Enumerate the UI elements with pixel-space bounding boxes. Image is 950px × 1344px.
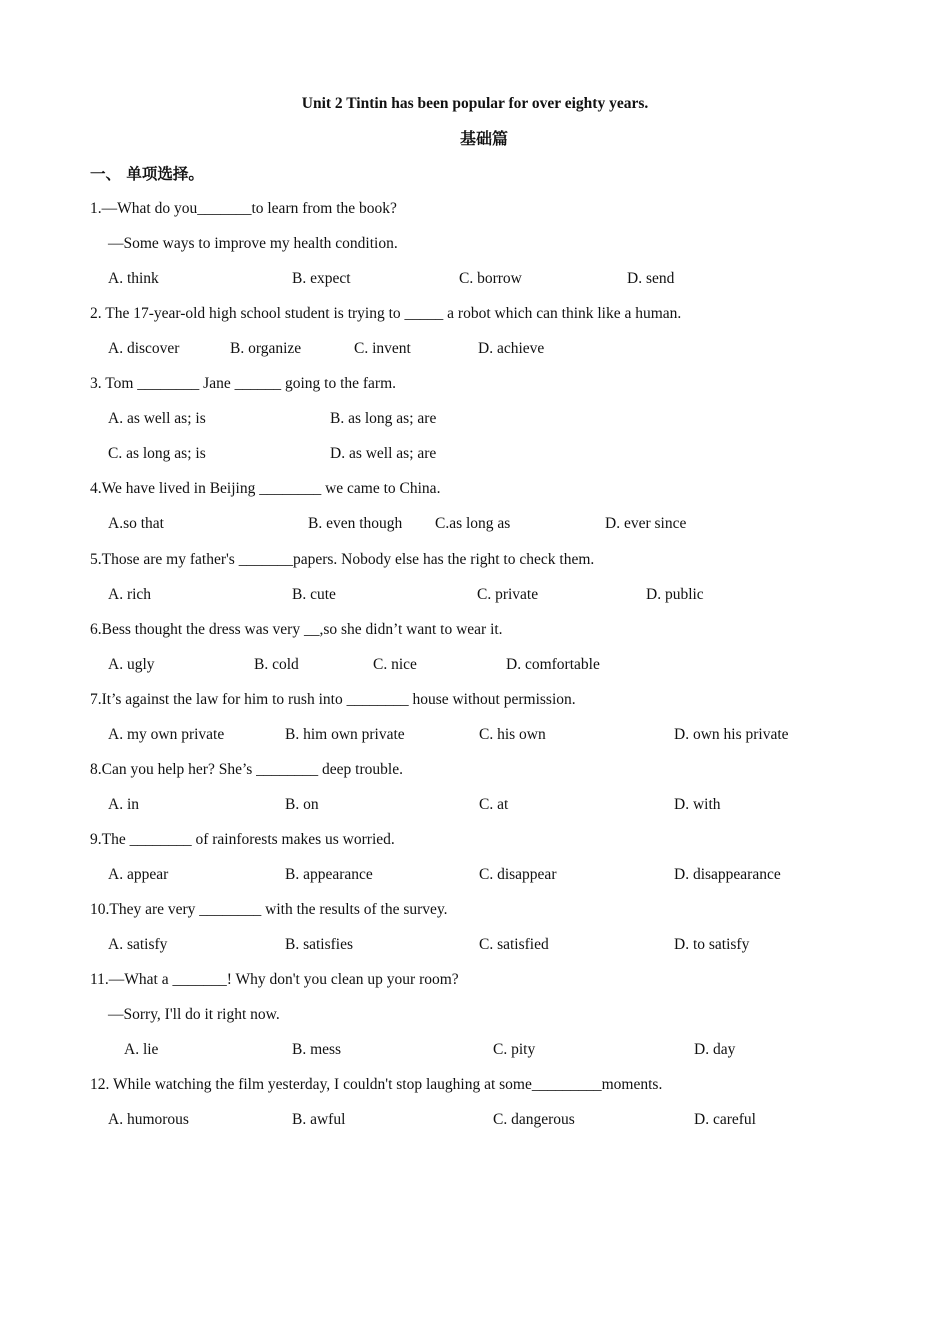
question-11-option-d: D. day xyxy=(694,1041,736,1058)
question-8-stem: 8.Can you help her? She’s ________ deep trouble. xyxy=(90,761,403,778)
question-5-option-c: C. private xyxy=(477,586,539,603)
question-10-option-b: B. satisfies xyxy=(285,936,354,953)
question-7-option-b: B. him own private xyxy=(285,726,405,743)
question-2-option-b: B. organize xyxy=(230,340,302,357)
question-3-option-d: D. as well as; are xyxy=(330,445,437,462)
question-12-option-c: C. dangerous xyxy=(493,1111,575,1128)
question-9-option-a: A. appear xyxy=(108,866,169,883)
question-12-option-b: B. awful xyxy=(292,1111,346,1128)
question-3-stem: 3. Tom ________ Jane ______ going to the farm. xyxy=(90,375,397,392)
question-3-option-c: C. as long as; is xyxy=(108,445,206,462)
question-6-option-a: A. ugly xyxy=(108,656,155,673)
question-4-option-c: C.as long as xyxy=(435,515,511,532)
question-2-option-d: D. achieve xyxy=(478,340,545,357)
question-8-option-c: C. at xyxy=(479,796,509,813)
question-10-option-d: D. to satisfy xyxy=(674,936,750,953)
question-10-stem: 10.They are very ________ with the results of the survey. xyxy=(90,901,448,918)
question-11-option-a: A. lie xyxy=(124,1041,159,1058)
question-1-option-b: B. expect xyxy=(292,270,351,287)
question-9-option-b: B. appearance xyxy=(285,866,373,883)
question-12-option-a: A. humorous xyxy=(108,1111,189,1128)
question-11-option-b: B. mess xyxy=(292,1041,342,1058)
question-7-option-c: C. his own xyxy=(479,726,546,743)
question-9-option-c: C. disappear xyxy=(479,866,557,883)
question-11-stem: 11.—What a _______! Why don't you clean up your room? xyxy=(90,971,459,988)
question-8-option-a: A. in xyxy=(108,796,139,813)
question-12-stem: 12. While watching the film yesterday, I couldn't stop laughing at some_________moments. xyxy=(90,1076,663,1093)
question-3-option-a: A. as well as; is xyxy=(108,410,206,427)
question-3-option-b: B. as long as; are xyxy=(330,410,437,427)
question-2-option-a: A. discover xyxy=(108,340,180,357)
question-4-option-d: D. ever since xyxy=(605,515,687,532)
question-6-option-b: B. cold xyxy=(254,656,299,673)
question-1-option-c: C. borrow xyxy=(459,270,522,287)
question-1-option-a: A. think xyxy=(108,270,159,287)
question-11-response: —Sorry, I'll do it right now. xyxy=(108,1006,280,1023)
question-6-option-d: D. comfortable xyxy=(506,656,600,673)
question-2-stem: 2. The 17-year-old high school student is trying to _____ a robot which can think like a human. xyxy=(90,305,682,322)
question-6-stem: 6.Bess thought the dress was very __,so she didn’t want to wear it. xyxy=(90,621,503,638)
question-7-option-d: D. own his private xyxy=(674,726,789,743)
question-9-stem: 9.The ________ of rainforests makes us worried. xyxy=(90,831,395,848)
question-1-stem: 1.—What do you_______to learn from the book? xyxy=(90,200,397,217)
question-5-option-d: D. public xyxy=(646,586,704,603)
question-10-option-c: C. satisfied xyxy=(479,936,549,953)
document-title: Unit 2 Tintin has been popular for over eighty years. xyxy=(301,95,649,112)
question-1-option-d: D. send xyxy=(627,270,675,287)
question-9-option-d: D. disappearance xyxy=(674,866,781,883)
question-5-option-b: B. cute xyxy=(292,586,336,603)
question-4-option-b: B. even though xyxy=(308,515,403,532)
question-7-stem: 7.It’s against the law for him to rush into ________ house without permission. xyxy=(90,691,576,708)
question-6-option-c: C. nice xyxy=(373,656,417,673)
section-heading: 一、 单项选择。 xyxy=(90,165,204,183)
question-8-option-b: B. on xyxy=(285,796,319,813)
section-subtitle: 基础篇 xyxy=(459,129,508,148)
question-5-option-a: A. rich xyxy=(108,586,152,603)
question-2-option-c: C. invent xyxy=(354,340,411,357)
question-10-option-a: A. satisfy xyxy=(108,936,168,953)
question-5-stem: 5.Those are my father's _______papers. Nobody else has the right to check them. xyxy=(90,551,595,568)
question-4-option-a: A.so that xyxy=(108,515,164,532)
question-4-stem: 4.We have lived in Beijing ________ we came to China. xyxy=(90,480,441,497)
question-1-response: —Some ways to improve my health condition. xyxy=(108,235,398,252)
question-7-option-a: A. my own private xyxy=(108,726,225,743)
question-11-option-c: C. pity xyxy=(493,1041,536,1058)
question-12-option-d: D. careful xyxy=(694,1111,756,1128)
question-8-option-d: D. with xyxy=(674,796,721,813)
